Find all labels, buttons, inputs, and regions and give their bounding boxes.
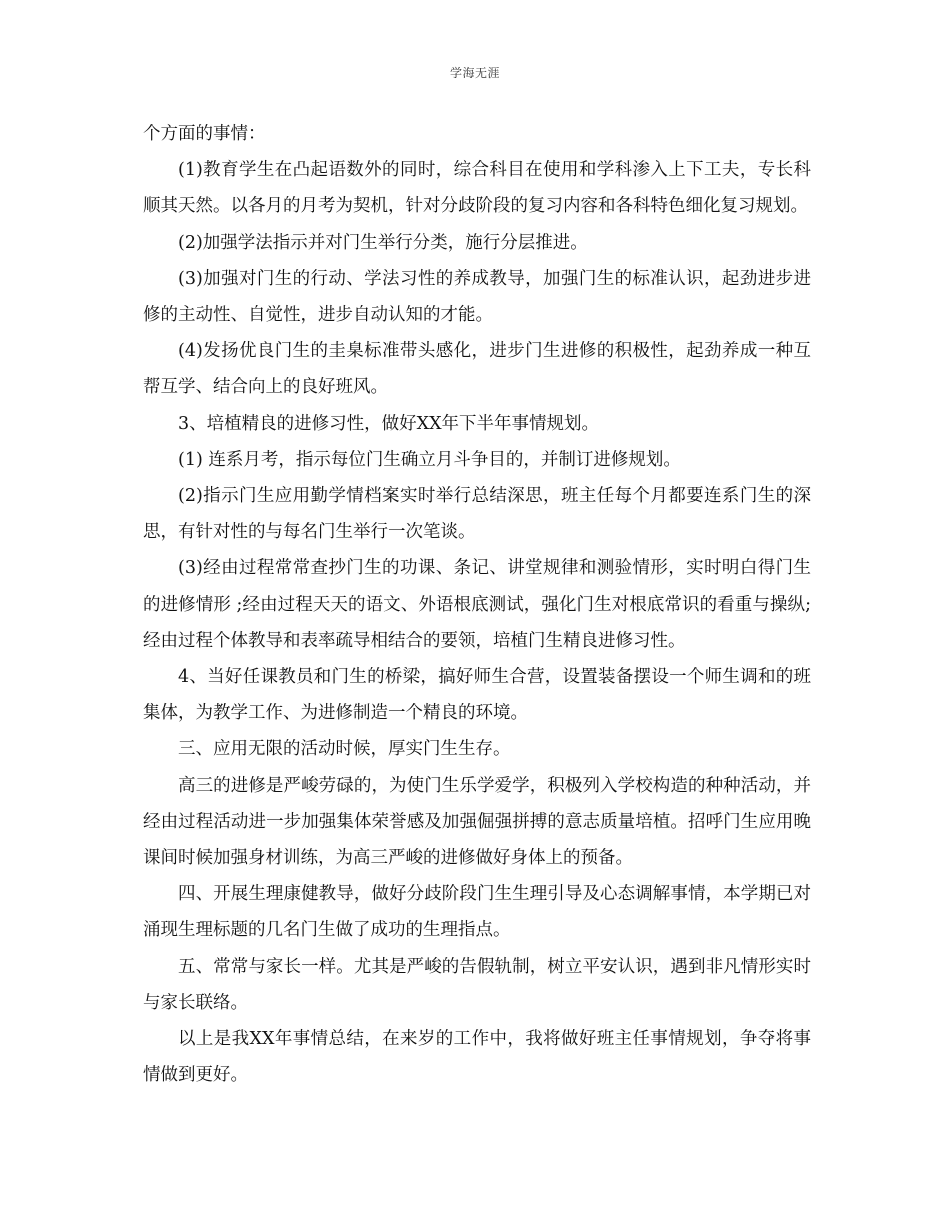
paragraph-7: (1) 连系月考，指示每位门生确立月斗争目的，并制订进修规划。 [178,449,681,470]
paragraph-11: 三、应用无限的活动时候，厚实门生生存。 [178,739,511,760]
paragraph-9: (3)经由过程常常查抄门生的功课、条记、讲堂规律和测验情形，实时明白得门生的进修情形 ;经由过程天天的语文、外语根底测试，强化门生对根底常识的看重与操纵;经由过程个体教导和表率疏导相结合的要领，培植门生精良进修习性。 [143,558,811,651]
document-body [143,116,811,1093]
paragraph-10: 4、当好任课教员和门生的桥梁，搞好师生合营，设置装备摆设一个师生调和的班集体，为教学工作、为进修制造一个精良的环境。 [143,667,811,724]
paragraph-8: (2)指示门生应用勤学情档案实时举行总结深思，班主任每个月都要连系门生的深思，有针对性的与每名门生举行一次笔谈。 [143,486,811,543]
paragraph-14: 五、常常与家长一样。尤其是严峻的告假轨制，树立平安认识，遇到非凡情形实时与家长联络。 [143,956,811,1013]
paragraph-12: 高三的进修是严峻劳碌的，为使门生乐学爱学，积极列入学校构造的种种活动，并经由过程活动进一步加强集体荣誉感及加强倔强拼搏的意志质量培植。招呼门生应用晚课间时候加强身材训练，为高三严峻的进修做好身体上的预备。 [143,775,811,869]
paragraph-4: (3)加强对门生的行动、学法习性的养成教导，加强门生的标准认识，起劲进步进修的主动性、自觉性，进步自动认知的才能。 [143,268,811,326]
paragraph-1: 个方面的事情： [143,124,266,144]
paragraph-13: 四、开展生理康健教导，做好分歧阶段门生生理引导及心态调解事情，本学期已对涌现生理标题的几名门生做了成功的生理指点。 [143,884,811,941]
paragraph-15: 以上是我XX年事情总结，在来岁的工作中，我将做好班主任事情规划，争夺将事情做到更好。 [143,1029,811,1086]
paragraph-6: 3、培植精良的进修习性，做好XX年下半年事情规划。 [178,413,600,434]
page-header: 学海无涯 [449,66,500,80]
paragraph-5: (4)发扬优良门生的圭臬标准带头感化，进步门生进修的积极性，起劲养成一种互帮互学、结合向上的良好班风。 [143,341,811,398]
paragraph-2: (1)教育学生在凸起语数外的同时，综合科目在使用和学科渗入上下工夫，专长科顺其天然。以各月的月考为契机，针对分歧阶段的复习内容和各科特色细化复习规划。 [143,160,811,217]
paragraph-3: (2)加强学法指示并对门生举行分类，施行分层推进。 [178,232,588,253]
